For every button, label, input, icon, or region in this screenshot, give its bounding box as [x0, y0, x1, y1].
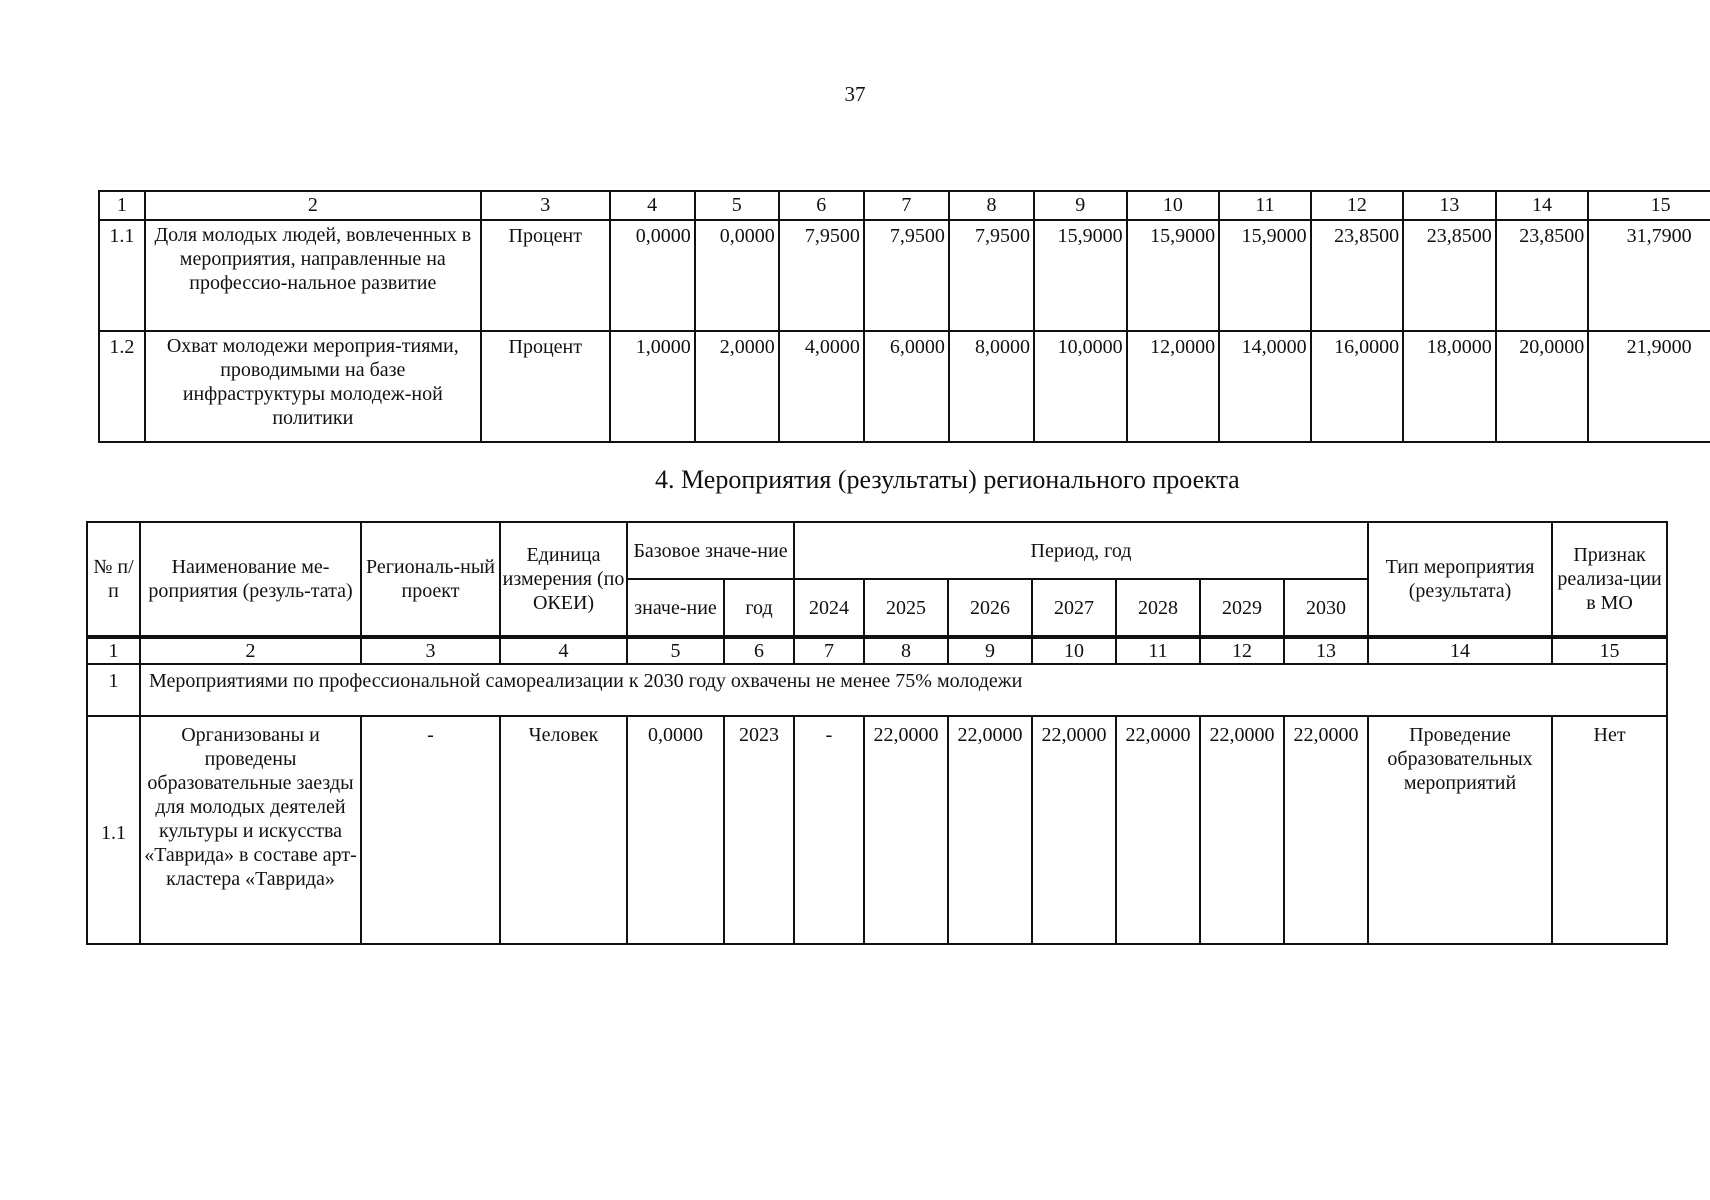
value-cell: 15,9000 [1219, 220, 1310, 331]
col-index: 13 [1403, 191, 1496, 220]
col-index: 10 [1127, 191, 1220, 220]
indicators-table [98, 190, 1710, 443]
col-index: 2 [145, 191, 481, 220]
value-cell: 2,0000 [695, 331, 779, 442]
col-index: 7 [794, 637, 864, 664]
item-name: Организованы и проведены образовательные заезды для молодых деятелей культуры и искусства «Таврида» в составе арт-кластера «Таврида» [140, 716, 361, 944]
col-index: 13 [1284, 637, 1368, 664]
col-index: 14 [1368, 637, 1552, 664]
value-cell: 14,0000 [1219, 331, 1310, 442]
header-base-value: значе-ние [627, 579, 724, 637]
indicator-name: Охват молодежи мероприя-тиями, проводимыми на базе инфраструктуры молодеж-ной политики [145, 331, 481, 442]
col-index: 1 [99, 191, 145, 220]
item-value: - [794, 716, 864, 944]
item-project: - [361, 716, 500, 944]
value-cell: 23,8500 [1496, 220, 1589, 331]
header-year: 2029 [1200, 579, 1284, 637]
item-value: 22,0000 [1200, 716, 1284, 944]
col-index: 1 [87, 637, 140, 664]
table-row [87, 716, 1667, 944]
header-type: Тип мероприятия (результата) [1368, 522, 1552, 637]
value-cell: 4,0000 [779, 331, 864, 442]
col-index: 6 [779, 191, 864, 220]
item-value: 22,0000 [864, 716, 948, 944]
value-cell: 1,0000 [610, 331, 695, 442]
header-base-year: год [724, 579, 794, 637]
goal-row [87, 664, 1667, 716]
header-project: Региональ-ный проект [361, 522, 500, 637]
item-value: 22,0000 [1116, 716, 1200, 944]
col-index: 4 [610, 191, 695, 220]
value-cell: 23,8500 [1311, 220, 1404, 331]
header-period: Период, год [794, 522, 1368, 579]
col-index: 11 [1219, 191, 1310, 220]
header-base: Базовое значе-ние [627, 522, 794, 579]
value-cell: 0,0000 [610, 220, 695, 331]
value-cell: 7,9500 [949, 220, 1034, 331]
value-cell: 20,0000 [1496, 331, 1589, 442]
value-cell: 16,0000 [1311, 331, 1404, 442]
col-index: 15 [1552, 637, 1667, 664]
value-cell: 21,9000 [1588, 331, 1710, 442]
item-unit: Человек [500, 716, 627, 944]
value-cell: 12,0000 [1127, 331, 1220, 442]
header-year: 2026 [948, 579, 1032, 637]
column-index-row [99, 191, 1710, 220]
col-index: 11 [1116, 637, 1200, 664]
item-base-year: 2023 [724, 716, 794, 944]
unit-cell: Процент [481, 331, 610, 442]
col-index: 12 [1311, 191, 1404, 220]
header-year: 2027 [1032, 579, 1116, 637]
item-value: 22,0000 [1032, 716, 1116, 944]
col-index: 10 [1032, 637, 1116, 664]
col-index: 5 [695, 191, 779, 220]
value-cell: 6,0000 [864, 331, 949, 442]
col-index: 9 [1034, 191, 1127, 220]
value-cell: 18,0000 [1403, 331, 1496, 442]
col-index: 7 [864, 191, 949, 220]
row-number: 1.2 [99, 331, 145, 442]
value-cell: 31,7900 [1588, 220, 1710, 331]
activities-table [86, 521, 1668, 945]
header-year: 2025 [864, 579, 948, 637]
column-index-row [87, 637, 1667, 664]
value-cell: 15,9000 [1127, 220, 1220, 331]
col-index: 15 [1588, 191, 1710, 220]
value-cell: 7,9500 [864, 220, 949, 331]
item-mo-flag: Нет [1552, 716, 1667, 944]
item-base-value: 0,0000 [627, 716, 724, 944]
header-name: Наименование ме-роприятия (резуль-тата) [140, 522, 361, 637]
value-cell: 7,9500 [779, 220, 864, 331]
header-year: 2024 [794, 579, 864, 637]
col-index: 2 [140, 637, 361, 664]
col-index: 4 [500, 637, 627, 664]
value-cell: 10,0000 [1034, 331, 1127, 442]
value-cell: 15,9000 [1034, 220, 1127, 331]
goal-text: Мероприятиями по профессиональной самореализации к 2030 году охвачены не менее 75% молодежи [140, 664, 1667, 716]
col-index: 8 [949, 191, 1034, 220]
item-type: Проведение образовательных мероприятий [1368, 716, 1552, 944]
col-index: 8 [864, 637, 948, 664]
value-cell: 8,0000 [949, 331, 1034, 442]
header-num: № п/п [87, 522, 140, 637]
item-value: 22,0000 [948, 716, 1032, 944]
page-number: 37 [844, 82, 866, 106]
header-unit: Единица измерения (по ОКЕИ) [500, 522, 627, 637]
unit-cell: Процент [481, 220, 610, 331]
value-cell: 23,8500 [1403, 220, 1496, 331]
row-number: 1.1 [99, 220, 145, 331]
col-index: 5 [627, 637, 724, 664]
section-title: 4. Мероприятия (результаты) регионального проекта [655, 465, 1240, 494]
goal-number: 1 [87, 664, 140, 716]
header-year: 2030 [1284, 579, 1368, 637]
col-index: 12 [1200, 637, 1284, 664]
indicator-name: Доля молодых людей, вовлеченных в мероприятия, направленные на профессио-нальное развитие [145, 220, 481, 331]
item-value: 22,0000 [1284, 716, 1368, 944]
table-row [99, 331, 1710, 442]
item-number: 1.1 [87, 716, 140, 944]
value-cell: 0,0000 [695, 220, 779, 331]
header-mo: Признак реализа-ции в МО [1552, 522, 1667, 637]
col-index: 9 [948, 637, 1032, 664]
header-row [87, 522, 1667, 579]
table-row [99, 220, 1710, 331]
col-index: 6 [724, 637, 794, 664]
col-index: 14 [1496, 191, 1589, 220]
col-index: 3 [361, 637, 500, 664]
col-index: 3 [481, 191, 610, 220]
header-year: 2028 [1116, 579, 1200, 637]
